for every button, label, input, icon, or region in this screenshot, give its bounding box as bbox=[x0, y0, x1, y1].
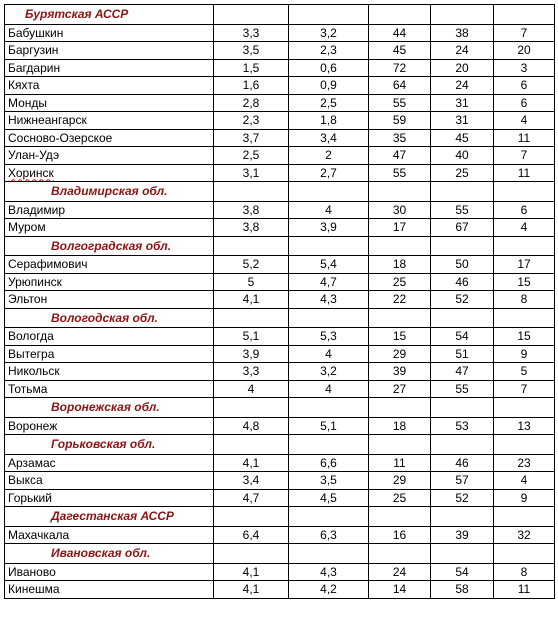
value-cell-2: 3,5 bbox=[289, 472, 369, 490]
value-cell-1: 4 bbox=[214, 380, 289, 398]
empty-cell bbox=[431, 236, 494, 256]
region-header-row bbox=[5, 236, 555, 256]
value-cell-4: 31 bbox=[431, 112, 494, 130]
empty-cell bbox=[431, 398, 494, 418]
empty-cell bbox=[494, 507, 555, 527]
table-row bbox=[5, 94, 555, 112]
region-name: Ивановская обл. bbox=[5, 544, 214, 564]
region-header-row bbox=[5, 5, 555, 25]
city-name: Иваново bbox=[5, 563, 214, 581]
value-cell-4: 52 bbox=[431, 291, 494, 309]
empty-cell bbox=[214, 435, 289, 455]
value-cell-5: 4 bbox=[494, 112, 555, 130]
value-cell-5: 13 bbox=[494, 417, 555, 435]
table-row bbox=[5, 59, 555, 77]
value-cell-2: 4,3 bbox=[289, 291, 369, 309]
region-header-row bbox=[5, 435, 555, 455]
empty-cell bbox=[369, 398, 431, 418]
value-cell-2: 0,9 bbox=[289, 77, 369, 95]
value-cell-2: 3,2 bbox=[289, 363, 369, 381]
city-name: Урюпинск bbox=[5, 273, 214, 291]
table-row bbox=[5, 219, 555, 237]
value-cell-3: 22 bbox=[369, 291, 431, 309]
city-name: Улан-Удэ bbox=[5, 147, 214, 165]
value-cell-4: 24 bbox=[431, 42, 494, 60]
value-cell-4: 45 bbox=[431, 129, 494, 147]
table-row bbox=[5, 147, 555, 165]
value-cell-5: 23 bbox=[494, 454, 555, 472]
empty-cell bbox=[214, 544, 289, 564]
table-row bbox=[5, 489, 555, 507]
value-cell-1: 5 bbox=[214, 273, 289, 291]
value-cell-4: 39 bbox=[431, 526, 494, 544]
value-cell-2: 2 bbox=[289, 147, 369, 165]
value-cell-1: 4,1 bbox=[214, 563, 289, 581]
region-header-row bbox=[5, 398, 555, 418]
value-cell-4: 67 bbox=[431, 219, 494, 237]
value-cell-3: 17 bbox=[369, 219, 431, 237]
value-cell-2: 4,2 bbox=[289, 581, 369, 599]
value-cell-5: 11 bbox=[494, 129, 555, 147]
table-body bbox=[5, 5, 555, 599]
empty-cell bbox=[369, 308, 431, 328]
empty-cell bbox=[369, 435, 431, 455]
value-cell-5: 11 bbox=[494, 581, 555, 599]
region-name: Владимирская обл. bbox=[5, 182, 214, 202]
city-name: Воронеж bbox=[5, 417, 214, 435]
table-row bbox=[5, 363, 555, 381]
empty-cell bbox=[214, 398, 289, 418]
value-cell-2: 4 bbox=[289, 380, 369, 398]
empty-cell bbox=[369, 236, 431, 256]
value-cell-5: 8 bbox=[494, 291, 555, 309]
region-name: Воронежская обл. bbox=[5, 398, 214, 418]
empty-cell bbox=[289, 398, 369, 418]
empty-cell bbox=[494, 435, 555, 455]
value-cell-2: 3,4 bbox=[289, 129, 369, 147]
value-cell-3: 72 bbox=[369, 59, 431, 77]
table-row bbox=[5, 581, 555, 599]
value-cell-1: 3,3 bbox=[214, 24, 289, 42]
table-row bbox=[5, 77, 555, 95]
value-cell-4: 40 bbox=[431, 147, 494, 165]
region-header-row bbox=[5, 544, 555, 564]
region-name: Вологодская обл. bbox=[5, 308, 214, 328]
value-cell-4: 55 bbox=[431, 380, 494, 398]
value-cell-3: 45 bbox=[369, 42, 431, 60]
empty-cell bbox=[494, 308, 555, 328]
empty-cell bbox=[289, 435, 369, 455]
region-name: Горьковская обл. bbox=[5, 435, 214, 455]
city-name: Вологда bbox=[5, 328, 214, 346]
empty-cell bbox=[369, 182, 431, 202]
value-cell-4: 51 bbox=[431, 345, 494, 363]
value-cell-1: 6,4 bbox=[214, 526, 289, 544]
value-cell-4: 46 bbox=[431, 273, 494, 291]
value-cell-2: 2,7 bbox=[289, 164, 369, 182]
value-cell-1: 3,7 bbox=[214, 129, 289, 147]
table-row bbox=[5, 256, 555, 274]
value-cell-2: 5,1 bbox=[289, 417, 369, 435]
empty-cell bbox=[289, 507, 369, 527]
value-cell-2: 3,2 bbox=[289, 24, 369, 42]
value-cell-3: 44 bbox=[369, 24, 431, 42]
table-row bbox=[5, 273, 555, 291]
value-cell-3: 64 bbox=[369, 77, 431, 95]
table-row bbox=[5, 164, 555, 182]
value-cell-1: 4,1 bbox=[214, 454, 289, 472]
city-name: Бабушкин bbox=[5, 24, 214, 42]
city-name: Никольск bbox=[5, 363, 214, 381]
value-cell-3: 39 bbox=[369, 363, 431, 381]
empty-cell bbox=[494, 182, 555, 202]
region-name: Бурятская АССР bbox=[5, 5, 214, 25]
value-cell-2: 5,3 bbox=[289, 328, 369, 346]
city-name: Владимир bbox=[5, 201, 214, 219]
value-cell-5: 9 bbox=[494, 345, 555, 363]
city-name: Серафимович bbox=[5, 256, 214, 274]
city-name: Сосново-Озерское bbox=[5, 129, 214, 147]
region-header-row bbox=[5, 182, 555, 202]
value-cell-5: 7 bbox=[494, 147, 555, 165]
value-cell-3: 25 bbox=[369, 489, 431, 507]
value-cell-5: 7 bbox=[494, 380, 555, 398]
value-cell-1: 3,8 bbox=[214, 201, 289, 219]
value-cell-3: 29 bbox=[369, 345, 431, 363]
value-cell-4: 31 bbox=[431, 94, 494, 112]
value-cell-4: 57 bbox=[431, 472, 494, 490]
value-cell-2: 3,9 bbox=[289, 219, 369, 237]
table-row bbox=[5, 328, 555, 346]
city-name: Эльтон bbox=[5, 291, 214, 309]
value-cell-1: 3,3 bbox=[214, 363, 289, 381]
value-cell-2: 4 bbox=[289, 201, 369, 219]
empty-cell bbox=[431, 507, 494, 527]
value-cell-3: 15 bbox=[369, 328, 431, 346]
value-cell-5: 7 bbox=[494, 24, 555, 42]
empty-cell bbox=[494, 398, 555, 418]
table-row bbox=[5, 291, 555, 309]
empty-cell bbox=[431, 5, 494, 25]
value-cell-1: 4,8 bbox=[214, 417, 289, 435]
value-cell-1: 4,1 bbox=[214, 291, 289, 309]
value-cell-1: 3,5 bbox=[214, 42, 289, 60]
value-cell-3: 24 bbox=[369, 563, 431, 581]
value-cell-2: 5,4 bbox=[289, 256, 369, 274]
value-cell-5: 6 bbox=[494, 94, 555, 112]
empty-cell bbox=[494, 5, 555, 25]
city-name: Хоринск bbox=[5, 164, 214, 182]
table-row bbox=[5, 129, 555, 147]
table-row bbox=[5, 112, 555, 130]
value-cell-3: 25 bbox=[369, 273, 431, 291]
value-cell-4: 53 bbox=[431, 417, 494, 435]
city-name: Баргузин bbox=[5, 42, 214, 60]
value-cell-1: 1,6 bbox=[214, 77, 289, 95]
city-name: Махачкала bbox=[5, 526, 214, 544]
value-cell-3: 55 bbox=[369, 94, 431, 112]
value-cell-3: 29 bbox=[369, 472, 431, 490]
value-cell-1: 5,1 bbox=[214, 328, 289, 346]
value-cell-5: 11 bbox=[494, 164, 555, 182]
value-cell-2: 4,5 bbox=[289, 489, 369, 507]
value-cell-1: 2,5 bbox=[214, 147, 289, 165]
empty-cell bbox=[494, 236, 555, 256]
empty-cell bbox=[494, 544, 555, 564]
table-row bbox=[5, 472, 555, 490]
region-name: Волгоградская обл. bbox=[5, 236, 214, 256]
value-cell-4: 58 bbox=[431, 581, 494, 599]
value-cell-5: 15 bbox=[494, 273, 555, 291]
region-header-row bbox=[5, 308, 555, 328]
value-cell-5: 20 bbox=[494, 42, 555, 60]
value-cell-5: 4 bbox=[494, 472, 555, 490]
value-cell-1: 1,5 bbox=[214, 59, 289, 77]
table-row bbox=[5, 380, 555, 398]
value-cell-5: 3 bbox=[494, 59, 555, 77]
empty-cell bbox=[369, 544, 431, 564]
value-cell-4: 52 bbox=[431, 489, 494, 507]
city-name: Выкса bbox=[5, 472, 214, 490]
value-cell-4: 47 bbox=[431, 363, 494, 381]
value-cell-4: 25 bbox=[431, 164, 494, 182]
value-cell-5: 5 bbox=[494, 363, 555, 381]
value-cell-5: 4 bbox=[494, 219, 555, 237]
empty-cell bbox=[289, 544, 369, 564]
table-row bbox=[5, 24, 555, 42]
value-cell-3: 18 bbox=[369, 417, 431, 435]
empty-cell bbox=[431, 182, 494, 202]
city-name: Кинешма bbox=[5, 581, 214, 599]
value-cell-4: 50 bbox=[431, 256, 494, 274]
empty-cell bbox=[431, 308, 494, 328]
value-cell-2: 2,3 bbox=[289, 42, 369, 60]
empty-cell bbox=[431, 544, 494, 564]
value-cell-5: 6 bbox=[494, 201, 555, 219]
value-cell-2: 6,3 bbox=[289, 526, 369, 544]
value-cell-2: 0,6 bbox=[289, 59, 369, 77]
value-cell-4: 55 bbox=[431, 201, 494, 219]
value-cell-3: 35 bbox=[369, 129, 431, 147]
table-row bbox=[5, 345, 555, 363]
table-row bbox=[5, 563, 555, 581]
value-cell-2: 4,3 bbox=[289, 563, 369, 581]
value-cell-5: 15 bbox=[494, 328, 555, 346]
value-cell-4: 54 bbox=[431, 563, 494, 581]
region-name: Дагестанская АССР bbox=[5, 507, 214, 527]
value-cell-5: 8 bbox=[494, 563, 555, 581]
value-cell-5: 9 bbox=[494, 489, 555, 507]
value-cell-1: 4,7 bbox=[214, 489, 289, 507]
value-cell-5: 6 bbox=[494, 77, 555, 95]
empty-cell bbox=[214, 507, 289, 527]
table-row bbox=[5, 526, 555, 544]
city-name: Нижнеангарск bbox=[5, 112, 214, 130]
value-cell-2: 4,7 bbox=[289, 273, 369, 291]
empty-cell bbox=[214, 182, 289, 202]
value-cell-1: 4,1 bbox=[214, 581, 289, 599]
empty-cell bbox=[214, 308, 289, 328]
value-cell-3: 55 bbox=[369, 164, 431, 182]
empty-cell bbox=[214, 5, 289, 25]
value-cell-3: 47 bbox=[369, 147, 431, 165]
value-cell-3: 18 bbox=[369, 256, 431, 274]
table-row bbox=[5, 201, 555, 219]
value-cell-1: 3,9 bbox=[214, 345, 289, 363]
value-cell-1: 3,1 bbox=[214, 164, 289, 182]
city-name: Вытегра bbox=[5, 345, 214, 363]
city-name: Горький bbox=[5, 489, 214, 507]
value-cell-4: 24 bbox=[431, 77, 494, 95]
value-cell-4: 54 bbox=[431, 328, 494, 346]
value-cell-4: 38 bbox=[431, 24, 494, 42]
value-cell-2: 6,6 bbox=[289, 454, 369, 472]
value-cell-1: 3,8 bbox=[214, 219, 289, 237]
empty-cell bbox=[214, 236, 289, 256]
value-cell-5: 32 bbox=[494, 526, 555, 544]
region-header-row bbox=[5, 507, 555, 527]
city-name: Багдарин bbox=[5, 59, 214, 77]
table-row bbox=[5, 454, 555, 472]
empty-cell bbox=[289, 236, 369, 256]
value-cell-5: 17 bbox=[494, 256, 555, 274]
value-cell-2: 2,5 bbox=[289, 94, 369, 112]
value-cell-4: 20 bbox=[431, 59, 494, 77]
value-cell-3: 59 bbox=[369, 112, 431, 130]
value-cell-3: 11 bbox=[369, 454, 431, 472]
empty-cell bbox=[289, 182, 369, 202]
value-cell-4: 46 bbox=[431, 454, 494, 472]
city-name: Муром bbox=[5, 219, 214, 237]
value-cell-1: 3,4 bbox=[214, 472, 289, 490]
value-cell-3: 16 bbox=[369, 526, 431, 544]
value-cell-1: 2,3 bbox=[214, 112, 289, 130]
value-cell-1: 5,2 bbox=[214, 256, 289, 274]
city-name: Монды bbox=[5, 94, 214, 112]
data-table bbox=[4, 4, 555, 599]
city-name: Кяхта bbox=[5, 77, 214, 95]
value-cell-3: 14 bbox=[369, 581, 431, 599]
table-row bbox=[5, 417, 555, 435]
value-cell-3: 27 bbox=[369, 380, 431, 398]
value-cell-3: 30 bbox=[369, 201, 431, 219]
empty-cell bbox=[369, 507, 431, 527]
empty-cell bbox=[289, 308, 369, 328]
city-name: Тотьма bbox=[5, 380, 214, 398]
value-cell-2: 4 bbox=[289, 345, 369, 363]
empty-cell bbox=[289, 5, 369, 25]
value-cell-2: 1,8 bbox=[289, 112, 369, 130]
table-row bbox=[5, 42, 555, 60]
empty-cell bbox=[431, 435, 494, 455]
value-cell-1: 2,8 bbox=[214, 94, 289, 112]
city-name: Арзамас bbox=[5, 454, 214, 472]
empty-cell bbox=[369, 5, 431, 25]
